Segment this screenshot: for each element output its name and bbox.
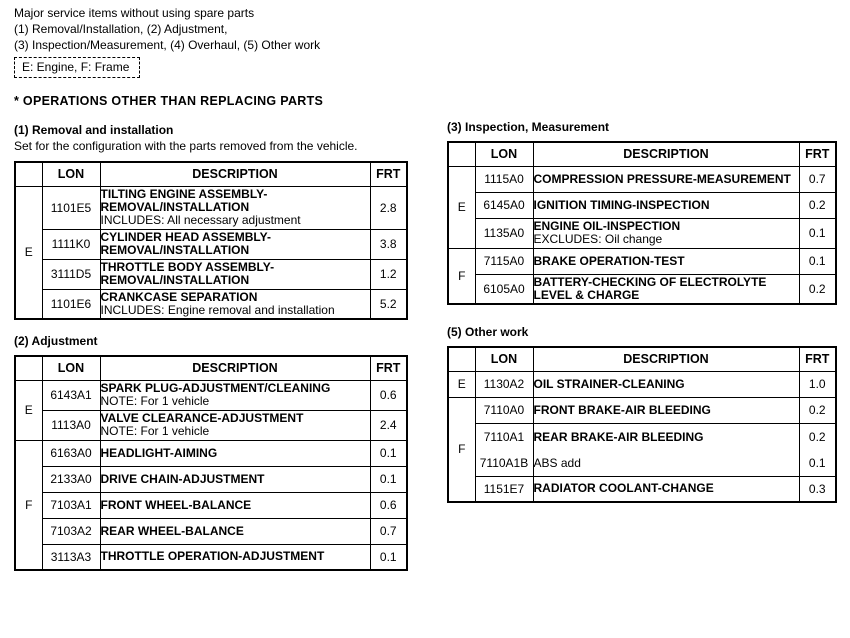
description-note: INCLUDES: Engine removal and installation bbox=[100, 302, 335, 317]
description-cell bbox=[100, 492, 370, 518]
description-title: ENGINE OIL-INSPECTION bbox=[533, 219, 681, 233]
group-cell-engine: E bbox=[448, 166, 475, 248]
lon-cell: 1135A0 bbox=[475, 218, 533, 248]
col-header-frt: FRT bbox=[370, 162, 407, 186]
inspection-table-heading: (3) Inspection, Measurement bbox=[447, 120, 610, 134]
right-column bbox=[447, 120, 835, 503]
frt-cell: 0.6 bbox=[370, 492, 407, 518]
description-cell bbox=[533, 248, 799, 274]
description-title: VALVE CLEARANCE-ADJUSTMENT bbox=[100, 411, 304, 425]
operations-heading: * OPERATIONS OTHER THAN REPLACING PARTS bbox=[14, 94, 324, 108]
frt-cell: 0.1 bbox=[799, 218, 836, 248]
table-header-row bbox=[15, 162, 407, 186]
description-cell bbox=[533, 218, 799, 248]
col-header-lon: LON bbox=[475, 347, 533, 371]
lon-cell: 1115A0 bbox=[475, 166, 533, 192]
table-row bbox=[448, 397, 836, 423]
removal-installation-table bbox=[14, 161, 408, 320]
frt-cell: 3.8 bbox=[370, 229, 407, 259]
frt-cell: 0.2 bbox=[799, 192, 836, 218]
description-cell bbox=[533, 397, 799, 423]
description-cell bbox=[100, 410, 370, 440]
frt-cell: 5.2 bbox=[370, 289, 407, 319]
lon-cell: 6105A0 bbox=[475, 274, 533, 304]
table-row bbox=[448, 476, 836, 502]
frt-value: 0.2 bbox=[808, 429, 826, 444]
description-title: REAR WHEEL-BALANCE bbox=[100, 523, 244, 538]
col-header-description: DESCRIPTION bbox=[100, 162, 370, 186]
description-note: EXCLUDES: Oil change bbox=[533, 232, 663, 246]
table-header-row bbox=[448, 347, 836, 371]
description-title: HEADLIGHT-AIMING bbox=[100, 445, 218, 460]
col-header-description: DESCRIPTION bbox=[533, 347, 799, 371]
description-title: CRANKCASE SEPARATION bbox=[100, 289, 258, 304]
table-row bbox=[15, 492, 407, 518]
frt-cell bbox=[799, 423, 836, 476]
frt-cell: 0.7 bbox=[370, 518, 407, 544]
col-header-lon: LON bbox=[42, 356, 100, 380]
table-row bbox=[448, 218, 836, 248]
removal-table-subheading: Set for the configuration with the parts removed from the vehicle. bbox=[14, 139, 358, 153]
inspection-measurement-table bbox=[447, 141, 837, 305]
group-header-cell bbox=[448, 142, 475, 166]
lon-cell bbox=[475, 423, 533, 476]
table-row bbox=[15, 289, 407, 319]
intro-line-3: (3) Inspection/Measurement, (4) Overhaul, (5) Other work bbox=[14, 38, 321, 52]
lon-cell: 7103A1 bbox=[42, 492, 100, 518]
lon-cell: 1101E5 bbox=[42, 186, 100, 229]
lon-cell: 1101E6 bbox=[42, 289, 100, 319]
col-header-description: DESCRIPTION bbox=[100, 356, 370, 380]
description-cell bbox=[100, 466, 370, 492]
adjustment-table-heading: (2) Adjustment bbox=[14, 334, 98, 348]
frt-cell: 0.1 bbox=[370, 440, 407, 466]
table-row-merged bbox=[448, 423, 836, 476]
description-note: NOTE: For 1 vehicle bbox=[100, 394, 210, 408]
description-title: THROTTLE BODY ASSEMBLY-REMOVAL/INSTALLATION bbox=[100, 260, 275, 287]
description-title: RADIATOR COOLANT-CHANGE bbox=[533, 481, 714, 496]
col-header-frt: FRT bbox=[370, 356, 407, 380]
table-row bbox=[15, 410, 407, 440]
table-row bbox=[448, 248, 836, 274]
lon-cell: 1111K0 bbox=[42, 229, 100, 259]
lon-cell: 3111D5 bbox=[42, 259, 100, 289]
description-cell bbox=[533, 371, 799, 397]
description-cell bbox=[100, 518, 370, 544]
description-cell bbox=[533, 166, 799, 192]
lon-cell: 6163A0 bbox=[42, 440, 100, 466]
frt-cell: 2.4 bbox=[370, 410, 407, 440]
description-title: BATTERY-CHECKING OF ELECTROLYTE LEVEL & CHARGE bbox=[533, 274, 767, 302]
engine-frame-legend: E: Engine, F: Frame bbox=[14, 57, 140, 78]
description-note: ABS add bbox=[533, 455, 581, 470]
frt-cell: 0.3 bbox=[799, 476, 836, 502]
other-work-table-heading: (5) Other work bbox=[447, 325, 529, 339]
frt-cell: 1.0 bbox=[799, 371, 836, 397]
description-title: FRONT BRAKE-AIR BLEEDING bbox=[533, 402, 711, 417]
group-cell-engine: E bbox=[15, 380, 42, 440]
description-cell bbox=[100, 544, 370, 570]
description-title: TILTING ENGINE ASSEMBLY-REMOVAL/INSTALLATION bbox=[100, 187, 268, 214]
frt-cell: 1.2 bbox=[370, 259, 407, 289]
lon-cell: 1113A0 bbox=[42, 410, 100, 440]
group-header-cell bbox=[15, 356, 42, 380]
table-header-row bbox=[448, 142, 836, 166]
adjustment-table bbox=[14, 355, 408, 571]
description-cell bbox=[100, 380, 370, 410]
description-title: BRAKE OPERATION-TEST bbox=[533, 253, 685, 268]
lon-cell: 6143A1 bbox=[42, 380, 100, 410]
other-work-table bbox=[447, 346, 837, 503]
frt-cell: 0.2 bbox=[799, 274, 836, 304]
col-header-frt: FRT bbox=[799, 142, 836, 166]
lon-cell: 7110A0 bbox=[475, 397, 533, 423]
lon-cell: 2133A0 bbox=[42, 466, 100, 492]
intro-line-2: (1) Removal/Installation, (2) Adjustment, bbox=[14, 22, 228, 36]
frt-cell: 0.7 bbox=[799, 166, 836, 192]
description-note: INCLUDES: All necessary adjustment bbox=[100, 213, 301, 227]
description-cell bbox=[100, 440, 370, 466]
left-column bbox=[14, 5, 406, 571]
description-cell bbox=[533, 274, 799, 304]
group-cell-engine: E bbox=[15, 186, 42, 319]
description-title: SPARK PLUG-ADJUSTMENT/CLEANING bbox=[100, 381, 331, 395]
frt-cell: 0.1 bbox=[370, 466, 407, 492]
lon-cell: 6145A0 bbox=[475, 192, 533, 218]
description-title: THROTTLE OPERATION-ADJUSTMENT bbox=[100, 549, 325, 564]
lon-value: 7110A1 bbox=[483, 429, 525, 444]
lon-cell: 3113A3 bbox=[42, 544, 100, 570]
table-row bbox=[448, 371, 836, 397]
col-header-frt: FRT bbox=[799, 347, 836, 371]
description-title: COMPRESSION PRESSURE-MEASUREMENT bbox=[533, 171, 791, 186]
description-cell bbox=[533, 192, 799, 218]
description-title: OIL STRAINER-CLEANING bbox=[533, 376, 685, 391]
description-cell bbox=[533, 476, 799, 502]
table-row bbox=[15, 466, 407, 492]
table-row bbox=[15, 186, 407, 229]
table-row bbox=[448, 274, 836, 304]
description-cell bbox=[100, 229, 370, 259]
group-cell-frame: F bbox=[448, 397, 475, 502]
group-cell-frame: F bbox=[15, 440, 42, 570]
table-header-row bbox=[15, 356, 407, 380]
description-title: CYLINDER HEAD ASSEMBLY-REMOVAL/INSTALLATION bbox=[100, 230, 271, 257]
group-cell-frame: F bbox=[448, 248, 475, 304]
table-row bbox=[15, 440, 407, 466]
lon-cell: 1151E7 bbox=[475, 476, 533, 502]
lon-cell: 7103A2 bbox=[42, 518, 100, 544]
description-cell bbox=[100, 289, 370, 319]
col-header-lon: LON bbox=[42, 162, 100, 186]
frt-cell: 0.1 bbox=[370, 544, 407, 570]
table-row bbox=[448, 166, 836, 192]
frt-cell: 0.6 bbox=[370, 380, 407, 410]
frt-cell: 2.8 bbox=[370, 186, 407, 229]
table-row bbox=[15, 229, 407, 259]
group-header-cell bbox=[15, 162, 42, 186]
group-header-cell bbox=[448, 347, 475, 371]
table-row bbox=[448, 192, 836, 218]
description-cell bbox=[100, 259, 370, 289]
frt-cell: 0.2 bbox=[799, 397, 836, 423]
table-row bbox=[15, 518, 407, 544]
frt-value: 0.1 bbox=[808, 455, 826, 470]
group-cell-engine: E bbox=[448, 371, 475, 397]
description-title: REAR BRAKE-AIR BLEEDING bbox=[533, 429, 704, 444]
description-title: IGNITION TIMING-INSPECTION bbox=[533, 197, 710, 212]
intro-line-1: Major service items without using spare parts bbox=[14, 6, 255, 20]
description-cell bbox=[100, 186, 370, 229]
removal-table-heading: (1) Removal and installation bbox=[14, 123, 174, 137]
description-note: NOTE: For 1 vehicle bbox=[100, 424, 210, 438]
table-row bbox=[15, 380, 407, 410]
description-title: DRIVE CHAIN-ADJUSTMENT bbox=[100, 471, 265, 486]
description-cell bbox=[533, 423, 799, 476]
table-row bbox=[15, 544, 407, 570]
lon-cell: 7115A0 bbox=[475, 248, 533, 274]
table-row bbox=[15, 259, 407, 289]
frt-cell: 0.1 bbox=[799, 248, 836, 274]
lon-cell: 1130A2 bbox=[475, 371, 533, 397]
col-header-description: DESCRIPTION bbox=[533, 142, 799, 166]
col-header-lon: LON bbox=[475, 142, 533, 166]
lon-value: 7110A1B bbox=[479, 455, 529, 470]
description-title: FRONT WHEEL-BALANCE bbox=[100, 497, 252, 512]
